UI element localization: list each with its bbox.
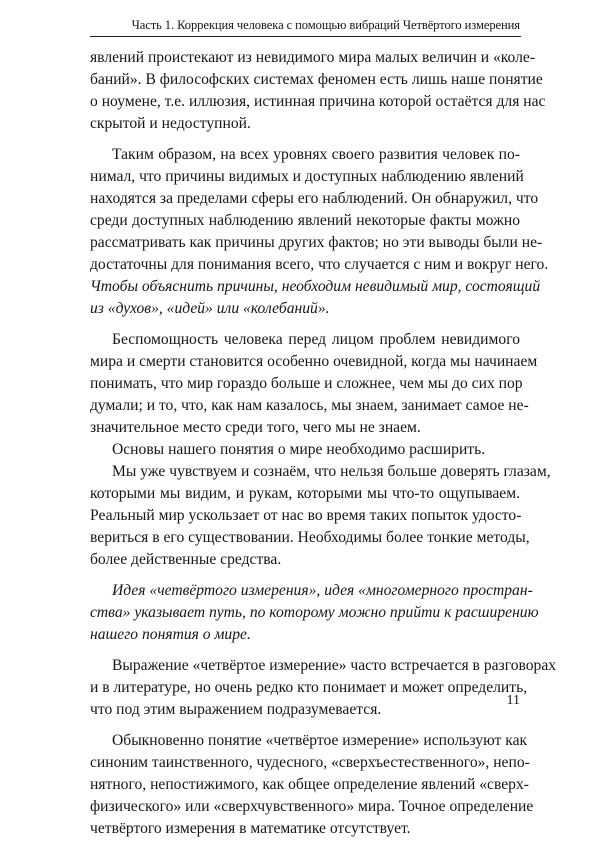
text-line: понимать, что мир гораздо больше и сложнее, чем мы до сих пор	[90, 375, 523, 392]
paragraph-italic	[90, 580, 539, 646]
text-line: синоним таинственного, чудесного, «сверхъестественного», непо-	[90, 754, 530, 771]
text-line: которыми мы видим, и рукам, которыми мы что-то ощупываем.	[90, 485, 520, 502]
text-line: Идея «четвёртого измерения», идея «многомерного простран-	[112, 582, 533, 599]
text-line: среди доступных наблюдению явлений некоторые факты можно	[90, 212, 520, 229]
text-line: нимал, что причины видимых и доступных наблюдению явлений	[90, 168, 524, 185]
text-line: Таким образом, на всех уровнях своего развития человек по-	[112, 146, 520, 163]
text-line: баний». В философских системах феномен есть лишь наше понятие	[90, 71, 543, 88]
body-text	[90, 47, 557, 849]
text-line: Реальный мир ускользает от нас во время таких попыток удосто-	[90, 507, 522, 524]
text-line: Выражение «четвёртое измерение» часто встречается в разговорах	[112, 657, 557, 674]
emphasis: из «духов», «идей» или «колебаний».	[90, 300, 330, 317]
paragraph	[90, 329, 538, 439]
text-line: Мы уже чувствуем и сознаём, что нельзя больше доверять глазам,	[112, 463, 551, 480]
text-line-italic	[90, 298, 520, 320]
text-line: физического» или «сверхчувственного» мира. Точное определение	[90, 798, 534, 815]
paragraph	[90, 730, 534, 840]
text-line: и в литературе, но очень редко кто понимает и может определить,	[90, 679, 528, 696]
header-rule	[90, 36, 521, 37]
text-line: Обыкновенно понятие «четвёртое измерение» используют как	[112, 732, 528, 749]
text-line: что под этим выражением подразумевается.	[90, 701, 382, 718]
text-line-italic	[90, 276, 541, 298]
text-line: нятного, непостижимого, как общее определение явлений «сверх-	[90, 776, 529, 793]
text-line: скрытой и недоступной.	[90, 115, 251, 132]
text-line: находятся за пределами сферы его наблюдений. Он обнаружил, что	[90, 190, 539, 207]
text-line: думали; и то, что, как нам казалось, мы знаем, занимает самое не-	[90, 397, 529, 414]
text-line: более действенные средства.	[90, 551, 282, 568]
emphasis: Чтобы объяснить причины, необходим невидимый мир, состоящий	[90, 278, 541, 295]
text-line: достаточны для понимания всего, что случается с ним и вокруг него.	[90, 256, 549, 273]
paragraph-continuation	[90, 47, 546, 135]
text-line: Беспомощность человека перед лицом проблем невидимого	[112, 331, 520, 348]
text-line: рассматривать как причины других фактов; но эти выводы были не-	[90, 234, 543, 251]
text-line: Основы нашего понятия о мире необходимо расширить.	[112, 441, 486, 458]
paragraph	[90, 461, 551, 571]
text-line: о ноумене, т.е. иллюзия, истинная причина которой остаётся для нас	[90, 93, 546, 110]
text-line: нашего понятия о мире.	[90, 626, 251, 643]
paragraph	[90, 439, 520, 461]
text-line: вериться в его существовании. Необходимы более тонкие методы,	[90, 529, 530, 546]
paragraph	[90, 144, 549, 320]
running-header: Часть 1. Коррекция человека с помощью вибраций Четвёртого измерения	[131, 18, 520, 32]
text-line: ства» указывает путь, по которому можно прийти к расширению	[90, 604, 539, 621]
page-number: 11	[506, 693, 520, 708]
text-line: четвёртого измерения в математике отсутствует.	[90, 820, 411, 837]
paragraph	[90, 655, 557, 721]
text-line: явлений проистекают из невидимого мира малых величин и «коле-	[90, 49, 536, 66]
text-line: мира и смерти становится особенно очевидной, когда мы начинаем	[90, 353, 538, 370]
text-line: значительное место среди того, чего мы не знаем.	[90, 419, 421, 436]
